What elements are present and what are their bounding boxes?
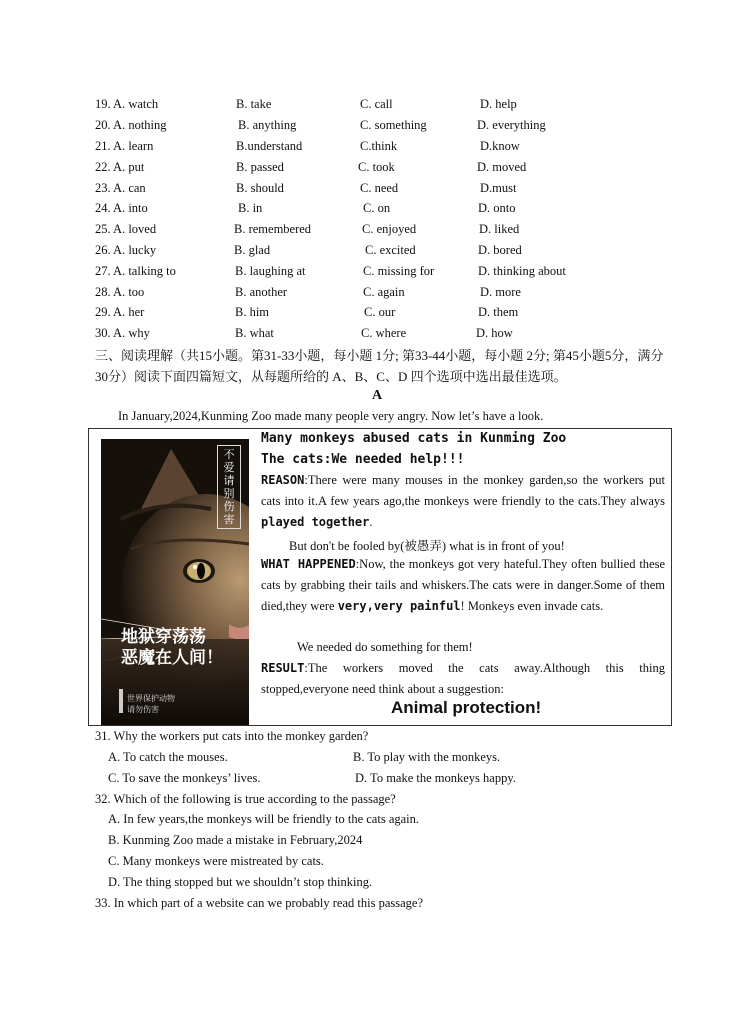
question-31-stem: 31. Why the workers put cats into the monkey garden? [95, 729, 369, 743]
choice-row [0, 285, 756, 305]
section-heading: 三、阅读理解（共15小题。第31-33小题，每小题 1分; 第33-44小题，每小题 2分; 第45小题5分，满分 30分）阅读下面四篇短文，从每题所给的 A、B、C、D 四个选项中选出最佳选项。 [95, 348, 664, 384]
question-32-stem: 32. Which of the following is true according to the passage? [95, 792, 396, 806]
poster-slogan-2: 恶魔在人间！ [121, 648, 223, 668]
result-paragraph [261, 658, 665, 700]
option-c: C. our [364, 305, 396, 319]
cat-poster-image [101, 439, 249, 725]
option-c: C. enjoyed [362, 222, 417, 236]
passage-intro: In January,2024,Kunming Zoo made many people very angry. Now let’s have a look. [118, 409, 544, 423]
option-a: 22. A. put [95, 160, 145, 174]
option-d: D.must [480, 181, 517, 195]
option-b: B. remembered [234, 222, 312, 236]
option-b: B. another [235, 285, 288, 299]
question-32-option-a: A. In few years,the monkeys will be friendly to the cats again. [108, 812, 420, 826]
option-a: 25. A. loved [95, 222, 157, 236]
option-c: C. something [360, 118, 427, 132]
slogan-animal-protection: Animal protection! [391, 698, 542, 717]
option-d: D. moved [477, 160, 527, 174]
option-b: B. him [235, 305, 270, 319]
option-d: D. help [480, 97, 517, 111]
question-31-option-c: C. To save the monkeys’ lives. [108, 771, 261, 785]
option-d: D. how [476, 326, 513, 340]
fooled-line: But don't be fooled by(被愚弄) what is in front of you! [289, 539, 565, 553]
reason-paragraph [261, 470, 665, 533]
option-d: D. onto [478, 201, 516, 215]
option-a: 20. A. nothing [95, 118, 167, 132]
option-b: B. glad [234, 243, 271, 257]
option-b: B. in [238, 201, 263, 215]
needed-line: We needed do something for them! [297, 640, 473, 654]
option-a: 29. A. her [95, 305, 145, 319]
happened-text: :Now, the monkeys got very hateful.They often bullied these cats by grabbing their tails and whiskers.The cats were in danger.Some of them died,they were [261, 557, 666, 613]
poster-vertical-title: 不爱请别伤害 [217, 445, 241, 529]
option-c: C. call [360, 97, 393, 111]
option-c: C. need [360, 181, 399, 195]
option-b: B. passed [236, 160, 284, 174]
choice-row [0, 139, 756, 159]
option-d: D. more [480, 285, 521, 299]
question-32-option-d: D. The thing stopped but we shouldn’t stop thinking. [108, 875, 373, 889]
option-c: C. took [358, 160, 395, 174]
question-32-option-b: B. Kunming Zoo made a mistake in February,2024 [108, 833, 363, 847]
option-a: 19. A. watch [95, 97, 159, 111]
option-a: 30. A. why [95, 326, 150, 340]
option-a: 27. A. talking to [95, 264, 176, 278]
option-c: C. where [361, 326, 407, 340]
choice-row [0, 264, 756, 284]
question-31-option-b: B. To play with the monkeys. [353, 750, 501, 764]
happened-label: WHAT HAPPENED [261, 557, 356, 571]
option-b: B.understand [236, 139, 303, 153]
option-c: C. excited [365, 243, 416, 257]
reason-label: REASON [261, 473, 305, 487]
choice-row [0, 118, 756, 138]
option-c: C. missing for [363, 264, 435, 278]
option-b: B. laughing at [235, 264, 306, 278]
option-a: 28. A. too [95, 285, 145, 299]
happened-paragraph [261, 554, 665, 617]
option-a: 24. A. into [95, 201, 148, 215]
question-31-option-d: D. To make the monkeys happy. [355, 771, 516, 785]
poster-slogan-1: 地狱穿荡荡 [121, 627, 206, 647]
option-b: B. what [235, 326, 274, 340]
choice-row [0, 326, 756, 346]
option-c: C.think [360, 139, 398, 153]
option-b: B. anything [238, 118, 297, 132]
article-box [88, 428, 672, 726]
happened-emphasis: very,very painful [337, 599, 461, 613]
choice-row [0, 222, 756, 242]
choice-row [0, 181, 756, 201]
passage-letter: A [372, 388, 383, 403]
poster-footer-1: 世界保护动物 [127, 694, 175, 703]
result-label: RESULT [261, 661, 305, 675]
option-d: D. them [478, 305, 519, 319]
option-c: C. again [363, 285, 405, 299]
choice-row [0, 160, 756, 180]
option-d: D. liked [479, 222, 520, 236]
question-31-option-a: A. To catch the mouses. [108, 750, 228, 764]
reason-emphasis: played together [261, 515, 370, 529]
choice-row [0, 97, 756, 117]
poster-divider [119, 689, 123, 713]
option-c: C. on [363, 201, 391, 215]
option-a: 21. A. learn [95, 139, 154, 153]
option-d: D. bored [478, 243, 522, 257]
choice-row [0, 305, 756, 325]
poster-footer-2: 请勿伤害 [127, 705, 159, 714]
article-subheadline: The cats:We needed help!!! [261, 452, 465, 467]
option-d: D. everything [477, 118, 546, 132]
question-32-option-c: C. Many monkeys were mistreated by cats. [108, 854, 324, 868]
option-a: 23. A. can [95, 181, 146, 195]
option-a: 26. A. lucky [95, 243, 157, 257]
option-b: B. should [236, 181, 284, 195]
reason-end: . [369, 515, 373, 529]
option-b: B. take [236, 97, 272, 111]
choice-row [0, 201, 756, 221]
reason-text: :There were many mouses in the monkey garden,so the workers put cats into it.A few years ago,the monkeys were friendly to the cats.They always [261, 473, 665, 508]
question-33-stem: 33. In which part of a website can we probably read this passage? [95, 896, 424, 910]
article-headline: Many monkeys abused cats in Kunming Zoo [261, 431, 567, 446]
option-d: D.know [480, 139, 520, 153]
result-text: :The workers moved the cats away.Although this thing stopped,everyone need think about a suggestion: [261, 661, 665, 696]
choice-row [0, 243, 756, 263]
happened-text-2: ! Monkeys even invade cats. [460, 599, 604, 613]
option-d: D. thinking about [478, 264, 566, 278]
